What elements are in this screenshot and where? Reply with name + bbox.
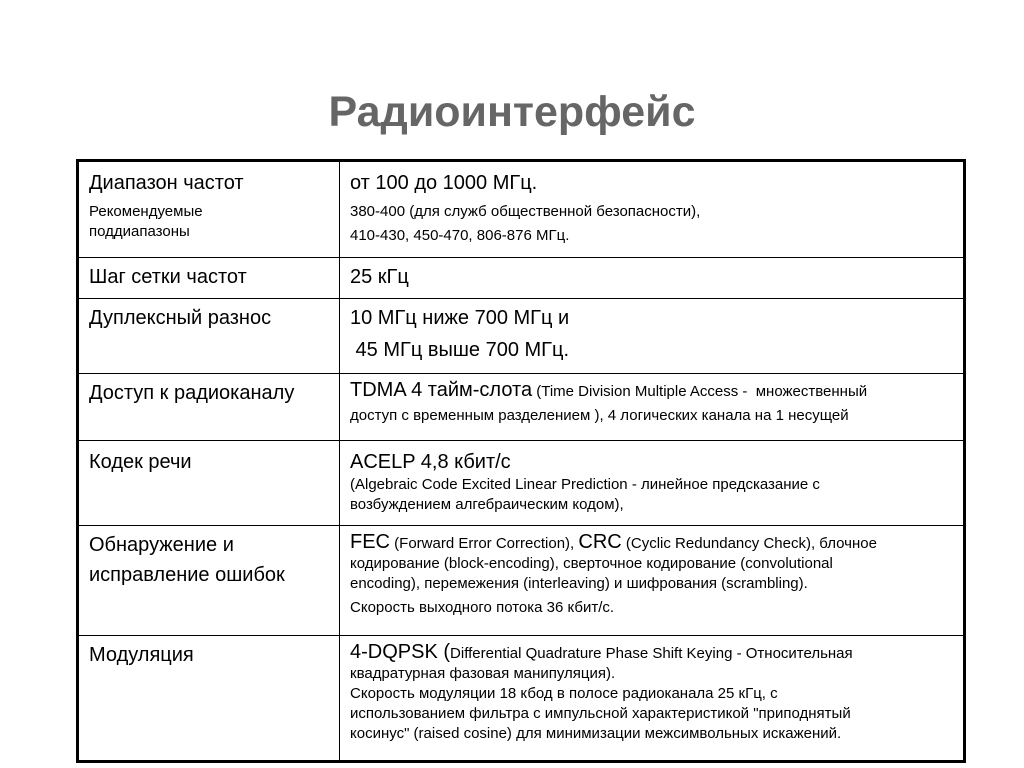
row-label: исправление ошибок [89,564,285,586]
row-value-line: 380-400 (для служб общественной безопасности), [350,203,701,220]
row-value-cell [340,258,965,299]
table-row-channel-spacing [78,258,965,299]
row-value-main: 25 кГц [350,266,409,288]
row-sublabel: Рекомендуемые [89,203,203,220]
row-value-cell [340,161,965,258]
row-value-text: косинус" (raised cosine) для минимизации межсимвольных искажений. [350,725,842,742]
row-label-cell [78,526,340,636]
row-value-main: от 100 до 1000 МГц. [350,172,538,194]
row-value-text: кодирование (block-encoding), сверточное кодирование (convolutional [350,555,833,572]
page-title: Радиоинтерфейс [328,88,696,136]
table-row-speech-codec [78,441,965,526]
row-value-cell [340,374,965,441]
table-row-channel-access [78,374,965,441]
row-label-cell [78,258,340,299]
row-value-main: ACELP 4,8 кбит/с [350,451,511,473]
row-label: Диапазон частот [89,172,244,194]
row-label-cell [78,636,340,762]
table-row-error-correction [78,526,965,636]
row-label: Модуляция [89,644,194,666]
row-value-text: encoding), перемежения (interleaving) и шифрования (scrambling). [350,575,808,592]
row-value-cell [340,636,965,762]
row-value-line: 45 МГц выше 700 МГц. [350,339,570,361]
row-value-text: Скорость модуляции 18 кбод в полосе радиоканала 25 кГц, с [350,685,778,702]
row-value-cell [340,526,965,636]
row-label: Обнаружение и [89,534,234,556]
row-label: Шаг сетки частот [89,266,247,288]
row-value-main: 4-DQPSK ( [350,641,451,663]
row-label: Дуплексный разнос [89,307,272,329]
row-value-text: квадратурная фазовая манипуляция). [350,665,616,682]
row-value-line: 10 МГц ниже 700 МГц и [350,307,570,329]
row-label-cell [78,161,340,258]
row-label: Доступ к радиоканалу [89,382,295,404]
row-label: Кодек речи [89,451,192,473]
row-value-text: Differential Quadrature Phase Shift Keying - Относительная [450,645,853,662]
spec-table [76,159,966,763]
row-value-text: использованием фильтра с импульсной характеристикой "приподнятый [350,705,851,722]
table-row-frequency-range [78,161,965,258]
row-value-text: (Forward Error Correction), [390,535,579,552]
row-value-text: (Time Division Multiple Access - множественный [532,383,868,400]
row-value-cell [340,441,965,526]
row-value-text: доступ с временным разделением ), 4 логических канала на 1 несущей [350,407,849,424]
table-row-modulation [78,636,965,762]
row-value-main: TDMA 4 тайм-слота [350,379,533,401]
row-value-line: 410-430, 450-470, 806-876 МГц. [350,227,570,244]
row-value-text: Скорость выходного потока 36 кбит/с. [350,599,615,616]
row-value-text: возбуждением алгебраическим кодом), [350,496,624,513]
row-value-fec: FEC [350,531,390,553]
row-value-crc: CRC [578,531,622,553]
row-value-text: (Algebraic Code Excited Linear Prediction - линейное предсказание с [350,476,820,493]
row-value-cell [340,299,965,374]
row-label-cell [78,441,340,526]
table-row-duplex-spacing [78,299,965,374]
row-label-cell [78,299,340,374]
row-sublabel: поддиапазоны [89,223,190,240]
row-value-text: (Cyclic Redundancy Check), блочное [621,535,877,552]
row-label-cell [78,374,340,441]
